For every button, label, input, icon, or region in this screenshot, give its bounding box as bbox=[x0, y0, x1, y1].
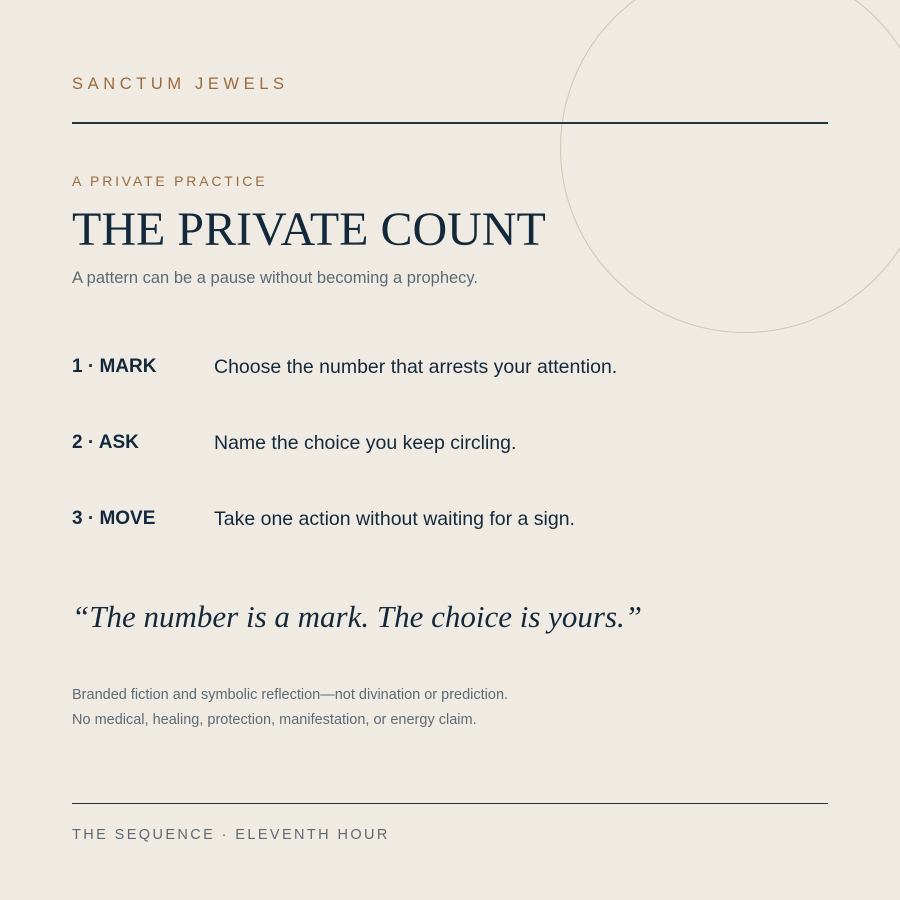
step-ask bbox=[72, 431, 828, 455]
disclaimer-line-2: No medical, healing, protection, manifestation, or energy claim. bbox=[72, 712, 477, 728]
footer-text: THE SEQUENCE · ELEVENTH HOUR bbox=[72, 827, 390, 843]
brand-name: SANCTUM JEWELS bbox=[72, 75, 289, 93]
pull-quote: “The number is a mark. The choice is yours.” bbox=[72, 599, 643, 634]
step-text: Choose the number that arrests your attention. bbox=[214, 356, 618, 378]
step-label: 1 · MARK bbox=[72, 356, 157, 377]
disclaimer-line-1: Branded fiction and symbolic reflection—not divination or prediction. bbox=[72, 687, 509, 703]
step-label: 3 · MOVE bbox=[72, 508, 156, 529]
step-mark bbox=[72, 355, 828, 379]
step-text: Take one action without waiting for a sign. bbox=[214, 508, 575, 530]
page-subtitle: A pattern can be a pause without becoming a prophecy. bbox=[72, 269, 479, 287]
eyebrow-label: A PRIVATE PRACTICE bbox=[72, 173, 268, 189]
decorative-circle bbox=[560, 0, 900, 333]
step-move bbox=[72, 507, 828, 531]
top-divider bbox=[72, 122, 828, 124]
bottom-divider bbox=[72, 803, 828, 804]
step-label: 2 · ASK bbox=[72, 432, 139, 453]
step-text: Name the choice you keep circling. bbox=[214, 432, 517, 454]
page-title: THE PRIVATE COUNT bbox=[72, 203, 546, 256]
